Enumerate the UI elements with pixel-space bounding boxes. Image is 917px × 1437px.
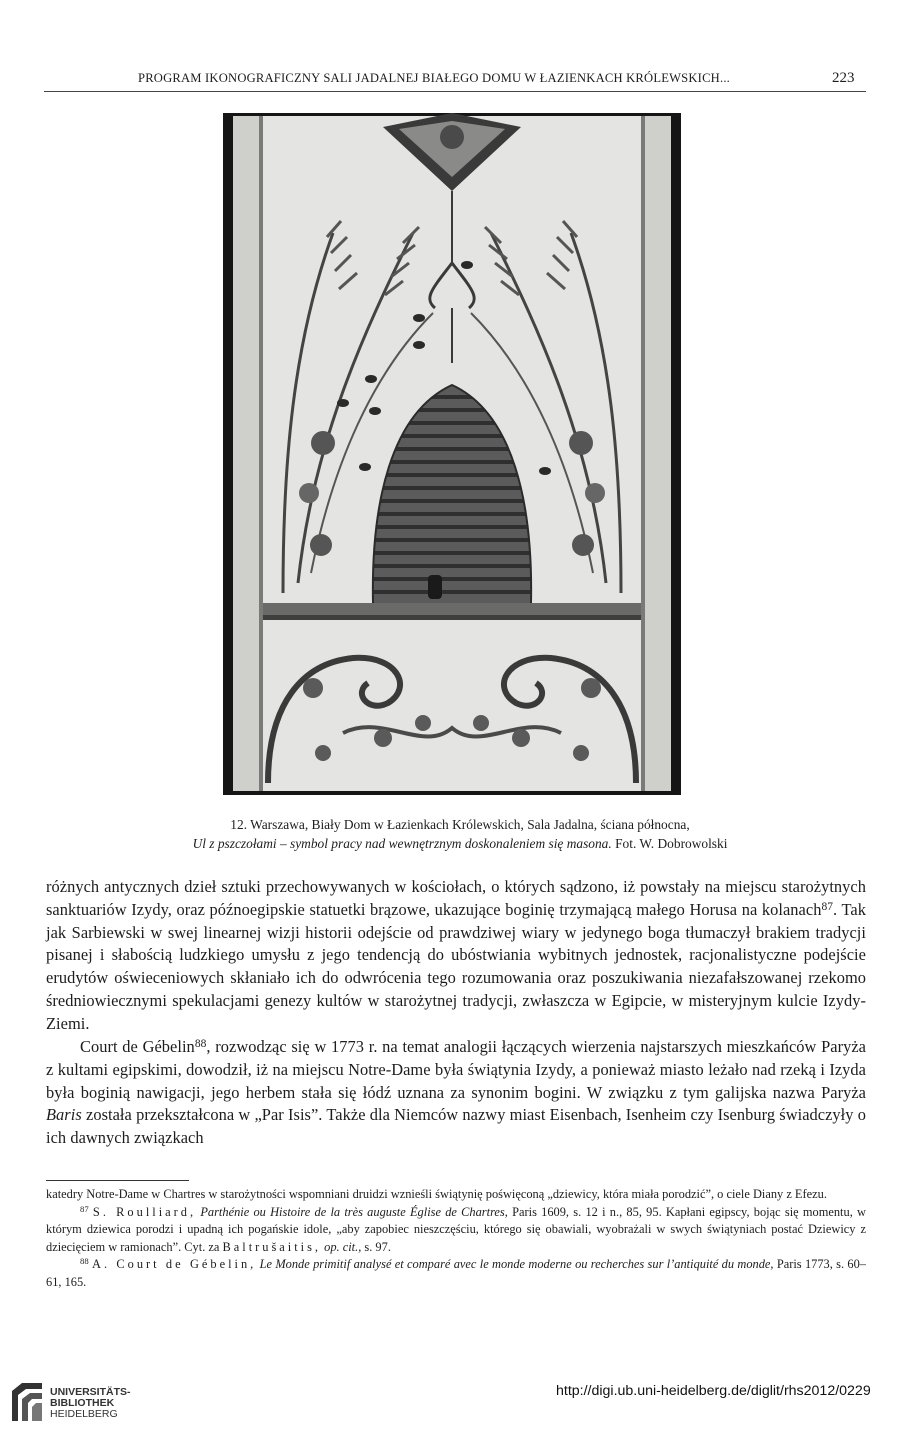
footnote-continuation: katedry Notre-Dame w Chartres w starożytności wspomniani druidzi wznieśli świątynię poświęconą „dziewicy, która miała porodzić”, o ciele Diany z Efezu. xyxy=(46,1187,827,1201)
source-url-link[interactable]: http://digi.ub.uni-heidelberg.de/diglit/rhs2012/0229 xyxy=(556,1383,871,1399)
footnote-title: Le Monde primitif analysé et comparé avec le monde moderne ou recherches sur l’antiquité du monde xyxy=(259,1257,771,1271)
figure-caption-title: Ul z pszczołami – symbol pracy nad wewnętrznym doskonaleniem się masona. xyxy=(192,836,612,851)
footnote-author: A. Court de Gébelin, xyxy=(92,1257,257,1271)
footnote-cited-author: Baltrušaitis, xyxy=(222,1239,322,1254)
logo-line: HEIDELBERG xyxy=(50,1408,118,1421)
footnote-title: Parthénie ou Histoire de la très auguste Église de Chartres xyxy=(200,1204,505,1219)
paragraph-text: różnych antycznych dzieł sztuki przechowywanych w kościołach, o których sądzono, iż powstały na miejscu starożytnych sanktuariów Izydy, oraz późnoegipskie statuetki brązowe, ukazujące boginię trzymającą małego Horusa na kolanach xyxy=(46,877,866,919)
figure-caption-line1: 12. Warszawa, Biały Dom w Łazienkach Królewskich, Sala Jadalna, ściana północna, xyxy=(230,817,690,832)
body-paragraph-2 xyxy=(46,1036,866,1150)
logo-line: BIBLIOTHEK xyxy=(50,1397,115,1410)
paragraph-text: , rozwodząc się w 1773 r. na temat analogii łączących wierzenia najstarszych mieszkańców Paryża z kultami egipskimi, dowodził, iż na miejscu Notre-Dame była świątynia Izydy, a ponieważ miasto leżało nad rzeką i Izyda była boginią nawigacji, jego herbem stała się łódź uznana za synonim bogini. W związku z tym galijska nazwa Paryża xyxy=(46,1037,866,1102)
beehive-illustration xyxy=(223,113,681,795)
figure-photo-credit: Fot. W. Dobrowolski xyxy=(611,836,728,851)
footnote-text: , s. 97. xyxy=(358,1239,391,1254)
running-title: PROGRAM IKONOGRAFICZNY SALI JADALNEJ BIAŁEGO DOMU W ŁAZIENKACH KRÓLEWSKICH... xyxy=(138,71,731,85)
paragraph-text: . Tak jak Sarbiewski w swej linearnej wizji historii odejście od prawdziwej wiary w jedynego boga tłumaczył brakiem tradycji pisanej i słabością ludzkiego umysłu z jego tendencją do ubóstwiania wybitnych jednostek, racjonalistyczne podejście erudytów oświeceniowych skłaniało ich do odwrócenia tego rozumowania oraz poszukiwania niezafałszowanej rzekomo średniowiecznymi spekulacjami genezy kultów w starożytnej tradycji, zwłaszcza w Egipcie, w misteryjnym kulcie Izydy-Ziemi. xyxy=(46,899,866,1033)
footnote-text: , Paris 1773, s. 60–61, 165. xyxy=(46,1257,867,1289)
footnotes xyxy=(46,1186,866,1291)
footnote-number: 87 xyxy=(80,1203,89,1214)
logo-line: UNIVERSITÄTS- xyxy=(50,1386,131,1398)
footnote-87 xyxy=(46,1204,866,1257)
library-logo-icon xyxy=(8,1381,46,1423)
footnote-rule xyxy=(46,1180,189,1181)
page-number: 223 xyxy=(832,70,855,86)
figure-caption-line2 xyxy=(60,834,860,853)
header-rule xyxy=(44,91,866,92)
figure-beehive-photo xyxy=(223,113,681,795)
library-logo-text xyxy=(50,1387,131,1421)
footnote-opcit: op. cit. xyxy=(324,1239,359,1254)
body-paragraph-1 xyxy=(46,876,866,1036)
footnote-ref-87[interactable]: 87 xyxy=(821,900,834,913)
footnote-text: , Paris 1609, s. 12 i n., 85, 95. Kapłani egipscy, bojąc się momentu, w którym dziewica porodzi i upadną ich pogańskie idole, „aby zapobiec nieszczęściu, którego się obawiali, wyobrażali w swych świątyniach postać Dziewicy z dziecięciem w ramionach”. Cyt. za xyxy=(46,1204,866,1254)
paragraph-text: została przekształcona w „Par Isis”. Także dla Niemców nazwy miast Eisenbach, Isenheim czy Isenburg świadczyły o ich dawnych związkach xyxy=(46,1105,866,1148)
footnote-number: 88 xyxy=(80,1256,89,1267)
italic-term: Baris xyxy=(46,1105,82,1125)
footnote-author: S. Roulliard, xyxy=(92,1204,197,1219)
footnote-ref-88[interactable]: 88 xyxy=(194,1037,207,1050)
footnote-88 xyxy=(46,1256,866,1291)
paragraph-text: Court de Gébelin xyxy=(80,1037,195,1056)
